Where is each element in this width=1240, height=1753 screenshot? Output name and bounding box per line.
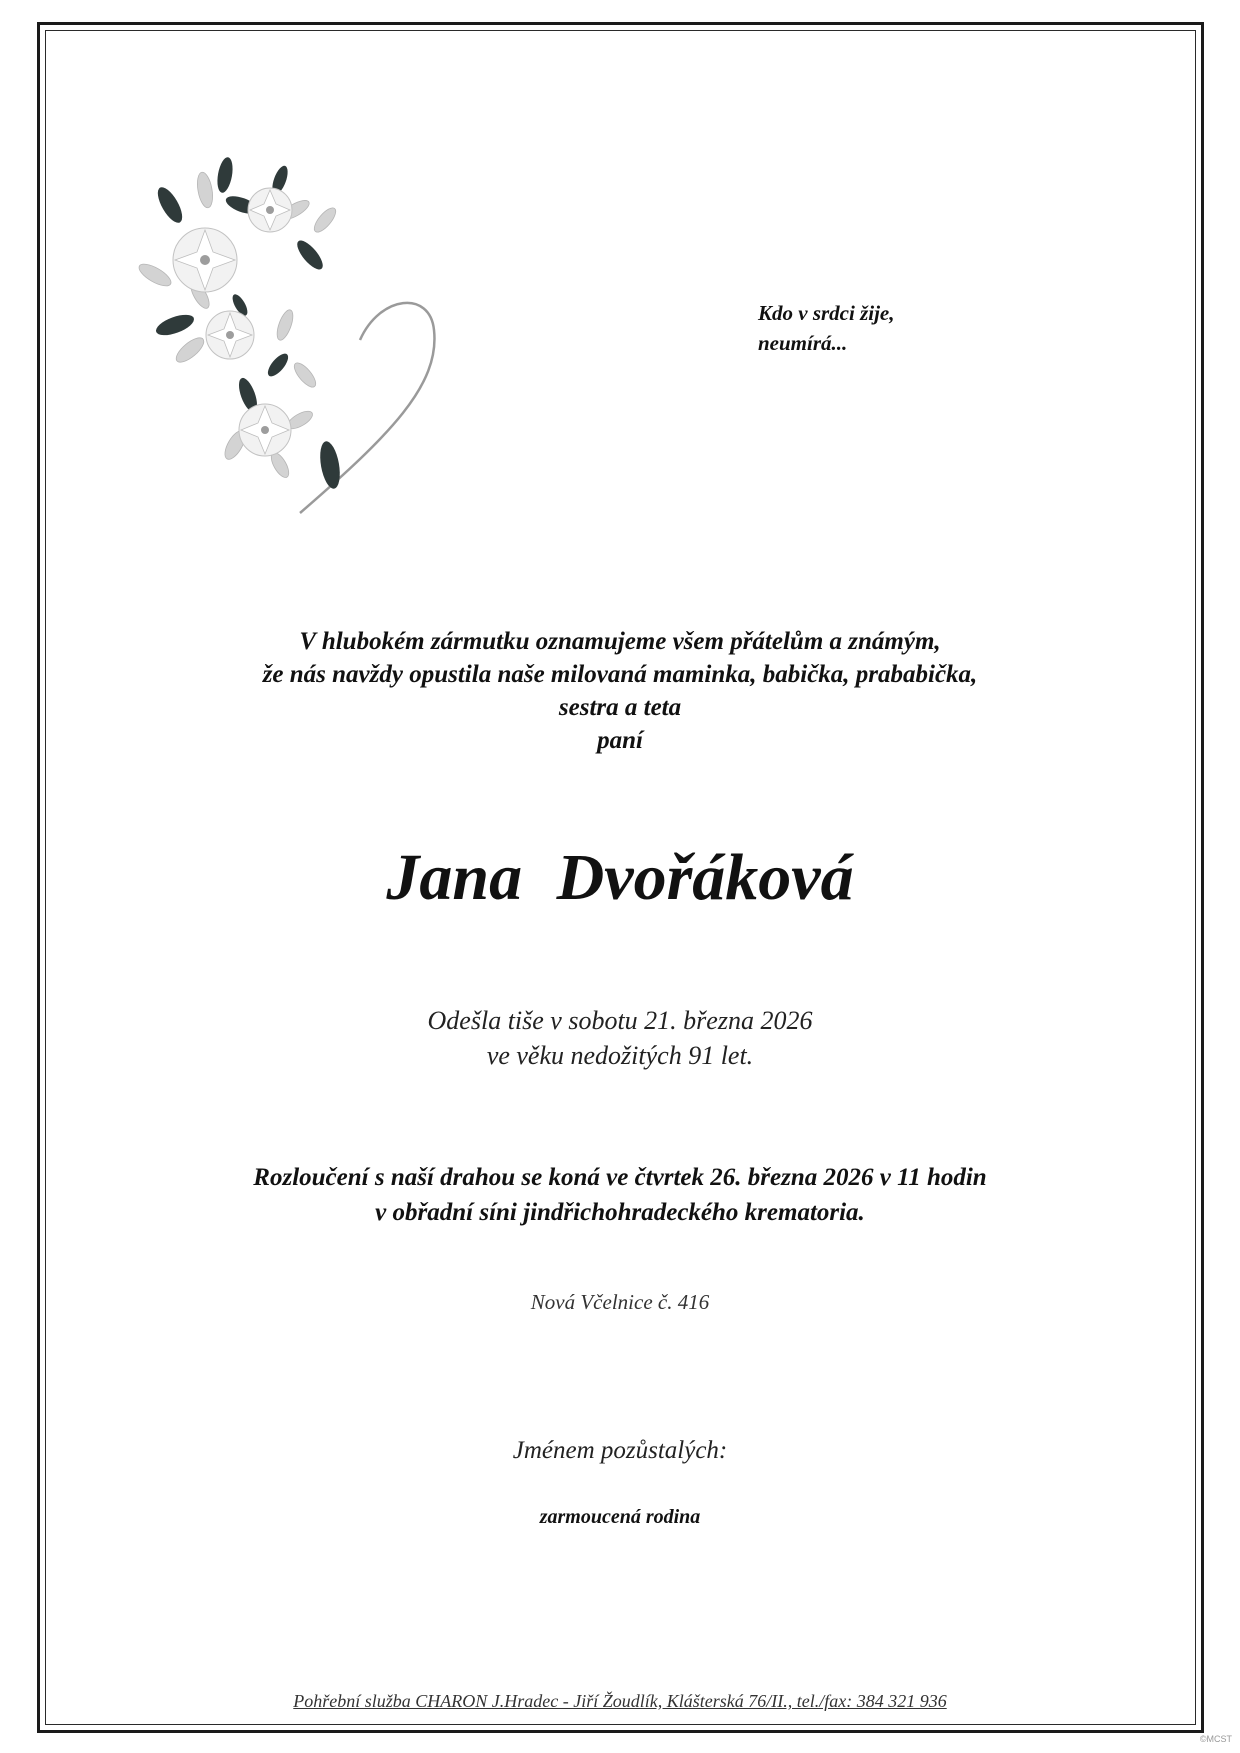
death-date-line: Odešla tiše v sobotu 21. března 2026 <box>427 1006 813 1035</box>
announcement-line: že nás navždy opustila naše milovaná maminka, babička, prababička, <box>262 661 978 688</box>
motto-line: neumírá... <box>758 331 848 355</box>
floral-heart-ornament <box>130 145 510 525</box>
motto <box>758 298 895 358</box>
signature-heading: Jménem pozůstalých: <box>512 1437 728 1464</box>
motto-line: Kdo v srdci žije, <box>758 301 895 325</box>
announcement-line: V hlubokém zármutku oznamujeme všem přátelům a známým, <box>299 628 941 655</box>
signature-family: zarmoucená rodina <box>539 1506 701 1528</box>
farewell-info <box>100 1160 1140 1230</box>
watermark: ©MCST <box>1199 1734 1232 1744</box>
announcement <box>100 625 1140 757</box>
announcement-line: paní <box>597 727 643 754</box>
heart-outline <box>300 303 434 513</box>
deceased-name: Jana Dvořáková <box>386 841 854 914</box>
death-info <box>100 1003 1140 1073</box>
funeral-service-footer: Pohřební služba CHARON J.Hradec - Jiří Žoudlík, Klášterská 76/II., tel./fax: 384 321 936 <box>293 1691 947 1711</box>
age-line: ve věku nedožitých 91 let. <box>486 1041 754 1070</box>
announcement-line: sestra a teta <box>558 694 682 721</box>
farewell-line: v obřadní síni jindřichohradeckého krematoria. <box>375 1199 865 1226</box>
address: Nová Včelnice č. 416 <box>530 1290 710 1314</box>
farewell-line: Rozloučení s naší drahou se koná ve čtvrtek 26. března 2026 v 11 hodin <box>253 1164 987 1191</box>
